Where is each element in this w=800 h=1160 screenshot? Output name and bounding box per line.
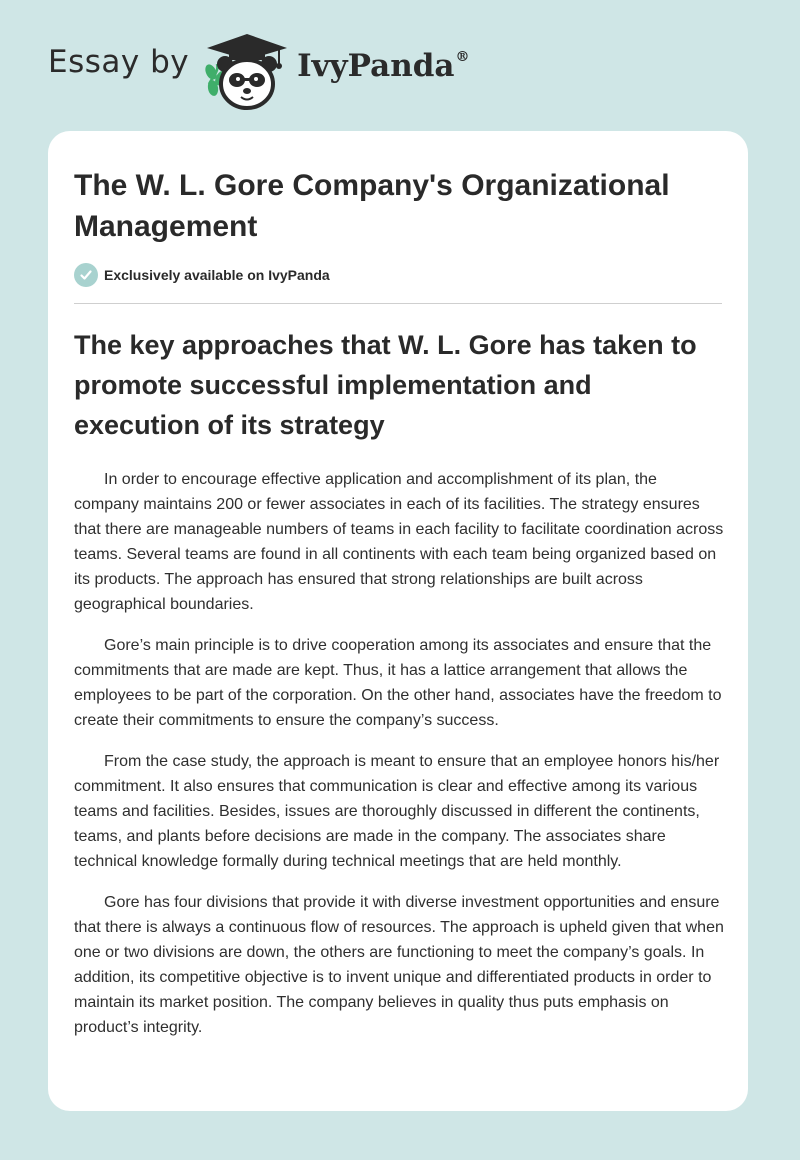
site-header-logo[interactable] — [48, 28, 508, 112]
essay-card — [48, 131, 748, 1111]
exclusive-badge — [74, 263, 330, 287]
page-title: The W. L. Gore Company's Organizational Management — [74, 169, 670, 243]
essay-body — [74, 467, 726, 1056]
paragraph: Gore’s main principle is to drive cooperation among its associates and ensure that the commitments that are made are kept. Thus, it has a lattice arrangement that allows the employees to be part of the corporation. On the other hand, associates have the freedom to create their commitments to ensure the company’s success. — [74, 637, 722, 729]
paragraph: In order to encourage effective application and accomplishment of its plan, the company maintains 200 or fewer associates in each of its facilities. The strategy ensures that there are manageable numbers of teams in each facility to facilitate coordination across teams. Several teams are found in all continents with each team being organized based on its products. The approach has ensured that strong relationships are built across geographical boundaries. — [74, 471, 724, 613]
registered-mark: ® — [455, 48, 470, 65]
brand-name: IvyPanda® — [297, 48, 470, 84]
paragraph: From the case study, the approach is meant to ensure that an employee honors his/her commitment. It also ensures that communication is clear and effective among its various teams and facilities. Besides, issues are thoroughly discussed in different the continents, teams, and plants before decisions are made in the company. The associates share technical knowledge formally during technical meetings that are held monthly. — [74, 753, 720, 870]
divider — [74, 303, 722, 304]
paragraph: Gore has four divisions that provide it with diverse investment opportunities and ensure that there is always a continuous flow of resources. The approach is upheld given that when one or two divisions are down, the others are functioning to meet the company’s goals. In addition, its competitive objective is to invent unique and differentiated products in order to maintain its market position. The company believes in quality thus puts emphasis on product’s integrity. — [74, 894, 724, 1036]
exclusive-label: Exclusively available on IvyPanda — [104, 267, 330, 283]
brand-prefix: Essay by — [48, 44, 190, 80]
section-heading: The key approaches that W. L. Gore has taken to promote successful implementation and execution of its strategy — [74, 330, 697, 440]
check-icon — [74, 263, 98, 287]
panda-graduate-icon — [199, 28, 291, 112]
